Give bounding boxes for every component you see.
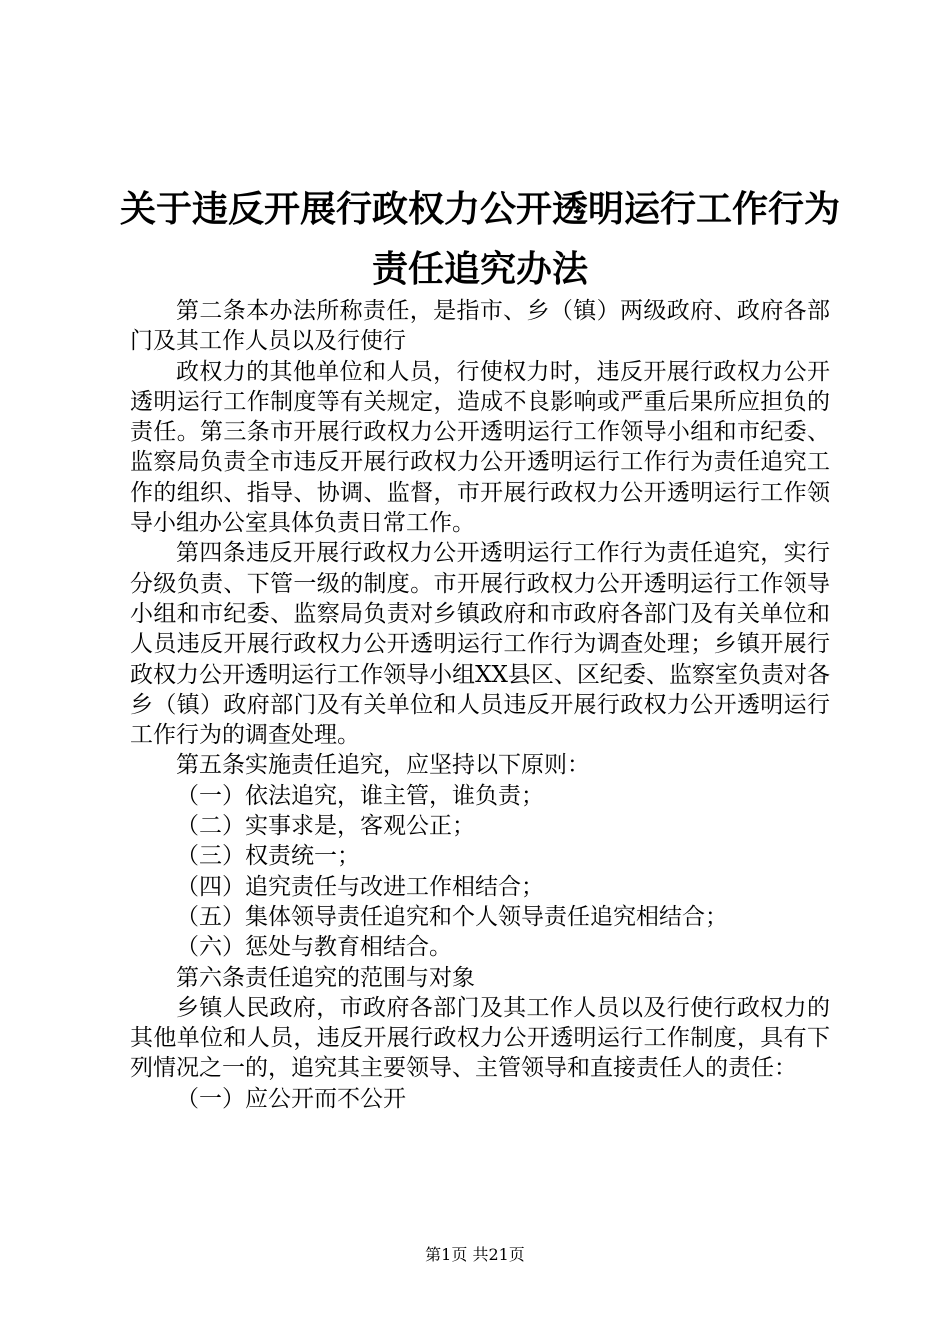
paragraph-article-4: 第四条违反开展行政权力公开透明运行工作行为责任追究，实行分级负责、下管一级的制度。市开展行政权力公开透明运行工作领导小组和市纪委、监察局负责对乡镇政府和市政府各部门及有关单位和人员违反开展行政权力公开透明运行工作行为调查处理；乡镇开展行政权力公开透明运行工作领导小组XX县区、区纪委、监察室负责对各乡（镇）政府部门及有关单位和人员违反开展行政权力公开透明运行工作行为的调查处理。: [130, 540, 830, 749]
paragraph-article-2: 第二条本办法所称责任，是指市、乡（镇）两级政府、政府各部门及其工作人员以及行使行: [130, 298, 830, 355]
principle-item-3: （三）权责统一；: [176, 843, 360, 870]
principle-item-5: （五）集体领导责任追究和个人领导责任追究相结合；: [176, 903, 728, 930]
principle-item-1: （一）依法追究，谁主管，谁负责；: [176, 782, 544, 809]
document-title-line-1: 关于违反开展行政权力公开透明运行工作行为: [120, 189, 841, 230]
paragraph-article-6-body: 乡镇人民政府，市政府各部门及其工作人员以及行使行政权力的其他单位和人员，违反开展行政权力公开透明运行工作制度，具有下列情况之一的，追究其主要领导、主管领导和直接责任人的责任：: [130, 994, 830, 1082]
page-footer: 第1页 共21页: [425, 1245, 525, 1264]
principle-item-2: （二）实事求是，客观公正；: [176, 813, 475, 840]
principle-item-4: （四）追究责任与改进工作相结合；: [176, 873, 544, 900]
document-body: [130, 296, 830, 1114]
principle-item-6: （六）惩处与教育相结合。: [176, 934, 452, 961]
paragraph-article-6-heading: 第六条责任追究的范围与对象: [176, 964, 475, 991]
scope-item-1: （一）应公开而不公开: [176, 1085, 406, 1112]
paragraph-article-2-cont-3: 政权力的其他单位和人员，行使权力时，违反开展行政权力公开透明运行工作制度等有关规定，造成不良影响或严重后果所应担负的责任。第三条市开展行政权力公开透明运行工作领导小组和市纪委、监察局负责全市违反开展行政权力公开透明运行工作行为责任追究工作的组织、指导、协调、监督，市开展行政权力公开透明运行工作领导小组办公室具体负责日常工作。: [130, 358, 830, 537]
document-title-line-2: 责任追究办法: [371, 249, 588, 290]
paragraph-article-5: 第五条实施责任追究，应坚持以下原则：: [176, 752, 590, 779]
